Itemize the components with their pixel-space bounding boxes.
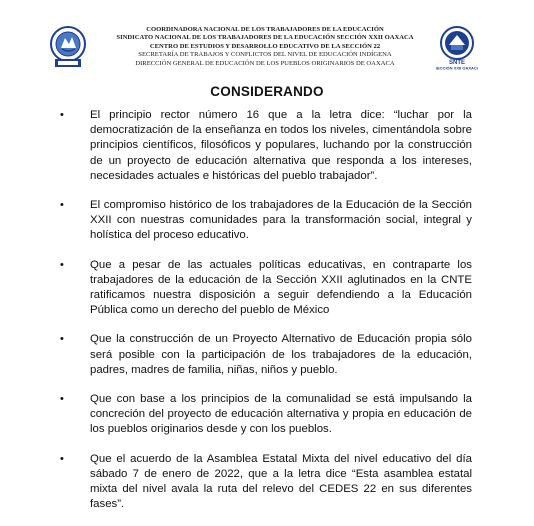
letterhead-text — [100, 26, 430, 68]
list-item-text: Que el acuerdo de la Asamblea Estatal Mixta del nivel educativo del día sábado 7 de enero de 2022, que a la letra dice “Esta asamblea estatal mixta del nivel avala la ruta del relevo del CEDES 22 en sus diferentes fases”. — [90, 452, 472, 511]
list-item — [60, 108, 472, 184]
bullet-icon: • — [60, 452, 64, 465]
header-line-2: SINDICATO NACIONAL DE LOS TRABAJADORES DE LA EDUCACIÓN SECCIÓN XXII OAXACA — [116, 34, 414, 42]
list-item — [60, 332, 472, 378]
letterhead — [0, 26, 534, 74]
bullet-icon: • — [60, 258, 64, 271]
snte-logo-caption: SECCIÓN XXII OAXACA — [436, 65, 478, 70]
list-item-text: Que la construcción de un Proyecto Alternativo de Educación propia sólo será posible con la participación de los trabajadores de la educación, padres, madres de familia, niñas, niños y pueblo. — [90, 333, 472, 376]
header-line-4: SECRETARÍA DE TRABAJOS Y CONFLICTOS DEL NIVEL DE EDUCACIÓN INDÍGENA — [138, 51, 392, 59]
list-item — [60, 258, 472, 319]
considerando-list — [60, 108, 472, 526]
header-line-1: COORDINADORA NACIONAL DE LOS TRABAJADORES DE LA EDUCACIÓN — [146, 26, 384, 33]
bullet-icon: • — [60, 333, 64, 346]
list-item-text: El principio rector número 16 que a la letra dice: “luchar por la democratización de la enseñanza en todos los niveles, cimentándola sobre principios científicos, filosóficos y populares, luchando por la construcción de un proyecto de educación alternativa que responda a los intereses, necesidades actuales e históricas del pueblo trabajador”. — [90, 109, 472, 182]
bullet-icon: • — [60, 393, 64, 406]
list-item-text: Que con base a los principios de la comunalidad se está impulsando la concreción del proyecto de educación alternativa y propia en educación de los pueblos originarios desde y con los pueblos. — [90, 393, 472, 436]
bullet-icon: • — [60, 109, 64, 121]
cedes-22-seal-icon — [49, 26, 87, 68]
list-item — [60, 452, 472, 513]
list-item-text: El compromiso histórico de los trabajadores de la Educación de la Sección XXII con nuestras comunidades para la transformación social, integral y holística del proceso educativo. — [90, 199, 472, 242]
snte-logo-text: SNTE — [448, 60, 466, 66]
snte-seccion-xxii-seal-icon — [436, 26, 478, 70]
header-line-5: DIRECCIÓN GENERAL DE EDUCACIÓN DE LOS PUEBLOS ORIGINARIOS DE OAXACA — [135, 59, 395, 67]
list-item — [60, 392, 472, 438]
header-line-3: CENTRO DE ESTUDIOS Y DESARROLLO EDUCATIVO DE LA SECCIÓN 22 — [149, 42, 381, 50]
bullet-icon: • — [60, 199, 64, 212]
page-title: CONSIDERANDO — [210, 84, 324, 99]
list-item-text: Que a pesar de las actuales políticas educativas, en contraparte los trabajadores de la educación de la Sección XXII aglutinados en la CNTE ratificamos nuestra disposición a seguir defendiendo a la Educación Pública como un derecho del pueblo de México — [90, 258, 472, 317]
list-item — [60, 198, 472, 244]
